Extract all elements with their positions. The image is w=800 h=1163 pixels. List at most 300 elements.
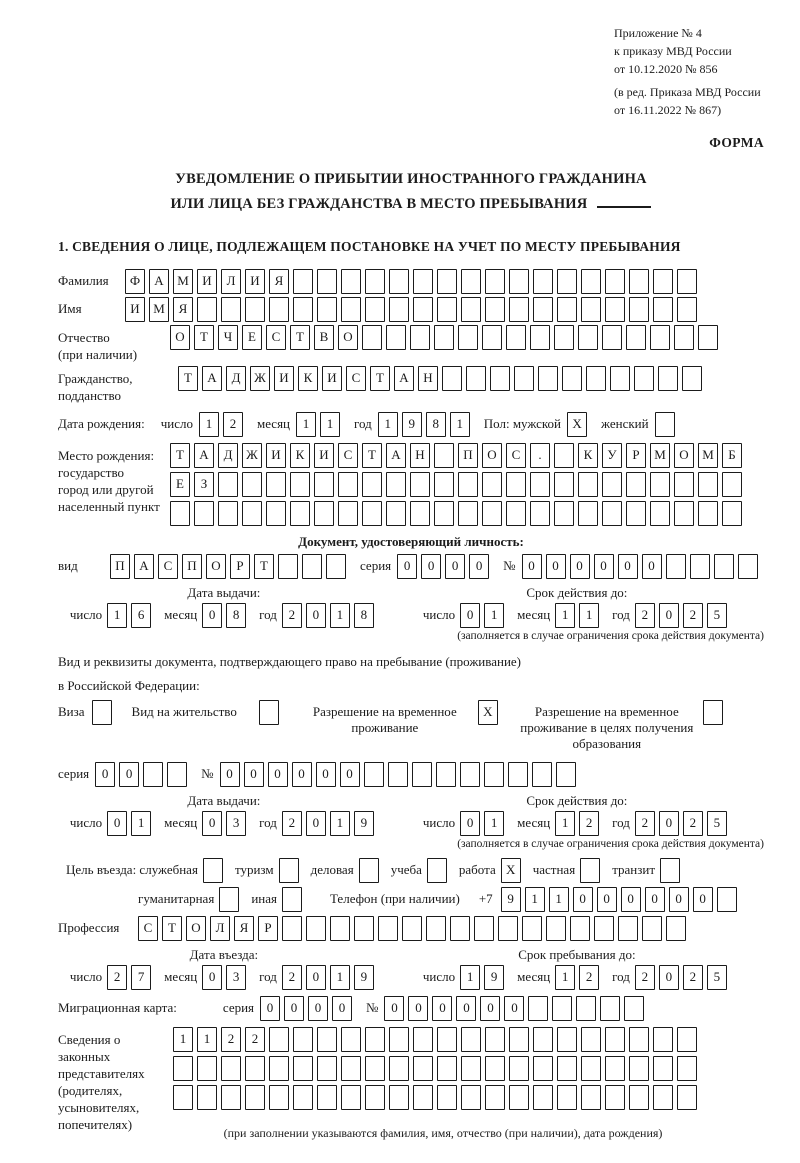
patronymic-label-line1: Отчество xyxy=(58,329,110,345)
given-name-cells xyxy=(125,297,701,322)
form-cell xyxy=(682,366,702,391)
form-cell: 9 xyxy=(484,965,504,990)
form-cell xyxy=(386,325,406,350)
form-cell xyxy=(266,501,286,526)
form-cell: О xyxy=(186,916,206,941)
form-cell: Т xyxy=(194,325,214,350)
surname-row xyxy=(58,269,764,294)
purpose-study-checkbox xyxy=(427,858,451,883)
form-cell xyxy=(650,325,670,350)
form-cell xyxy=(317,1056,337,1081)
form-cell xyxy=(554,443,574,468)
month-label: месяц xyxy=(164,606,198,622)
form-cell xyxy=(557,1056,577,1081)
form-cell xyxy=(538,366,558,391)
visa-label: Виза xyxy=(58,703,85,719)
representatives-cells-row1 xyxy=(173,1027,713,1052)
form-cell xyxy=(461,269,481,294)
form-cell: С xyxy=(138,916,158,941)
form-cell: 7 xyxy=(131,965,151,990)
purpose-other-label: иная xyxy=(251,890,277,906)
residence-validity-note: (заполняется в случае ограничения срока действия документа) xyxy=(457,837,764,850)
form-cell xyxy=(677,297,697,322)
form-cell: 1 xyxy=(460,965,480,990)
form-cell xyxy=(581,1056,601,1081)
form-cell xyxy=(581,297,601,322)
given-name-label: Имя xyxy=(58,300,82,316)
form-cell xyxy=(143,762,163,787)
citizenship-label-line2: подданство xyxy=(58,387,122,403)
form-cell xyxy=(341,1027,361,1052)
doc-series-cells xyxy=(397,554,493,579)
form-cell: С xyxy=(506,443,526,468)
form-cell xyxy=(485,1027,505,1052)
sex-male-checkbox xyxy=(567,412,591,437)
form-cell xyxy=(533,1085,553,1110)
representatives-cells xyxy=(173,1027,713,1141)
identity-doc-heading: Документ, удостоверяющий личность: xyxy=(298,533,524,549)
appendix-line3: от 10.12.2020 № 856 xyxy=(614,62,718,76)
form-cell xyxy=(450,916,470,941)
form-cell xyxy=(293,1085,313,1110)
form-cell xyxy=(557,297,577,322)
form-cell: 0 xyxy=(669,887,689,912)
form-cell xyxy=(532,762,552,787)
form-cell xyxy=(629,1056,649,1081)
entry-date-group xyxy=(58,947,390,990)
birth-date-label: Дата рождения: xyxy=(58,415,145,431)
form-cell xyxy=(602,501,622,526)
birth-place-cells-row1 xyxy=(170,443,746,468)
form-cell: 1 xyxy=(555,811,575,836)
month-label: месяц xyxy=(164,814,198,830)
form-cell xyxy=(653,297,673,322)
entry-date-title: Дата въезда: xyxy=(189,946,259,962)
form-cell: 8 xyxy=(426,412,446,437)
form-cell: О xyxy=(674,443,694,468)
form-cell: 2 xyxy=(579,811,599,836)
temp-residence-edu-checkbox xyxy=(703,700,727,725)
form-cell: 2 xyxy=(282,965,302,990)
form-cell: 0 xyxy=(546,554,566,579)
purpose-transit-checkbox xyxy=(660,858,684,883)
form-cell xyxy=(509,1056,529,1081)
residence-doc-intro xyxy=(58,650,764,698)
form-cell xyxy=(653,1027,673,1052)
form-cell: 0 xyxy=(659,965,679,990)
form-cell xyxy=(259,700,279,725)
appendix-line2: к приказу МВД России xyxy=(614,44,732,58)
representatives-label-line5: усыновителях, xyxy=(58,1099,140,1115)
stay-year-cells xyxy=(635,965,731,990)
form-cell xyxy=(221,1085,241,1110)
form-cell: 2 xyxy=(223,412,243,437)
temp-residence-edu-option xyxy=(518,700,727,752)
form-cell xyxy=(389,269,409,294)
revision-line2: от 16.11.2022 № 867) xyxy=(614,103,722,117)
day-label: число xyxy=(422,814,456,830)
form-cell xyxy=(629,1027,649,1052)
form-cell: 0 xyxy=(202,965,222,990)
form-cell xyxy=(362,472,382,497)
form-cell xyxy=(386,501,406,526)
form-cell xyxy=(282,916,302,941)
form-cell xyxy=(690,554,710,579)
form-cell xyxy=(570,916,590,941)
form-cell xyxy=(677,1027,697,1052)
residence-series-row xyxy=(58,762,764,787)
form-cell xyxy=(509,1085,529,1110)
residence-doc-options xyxy=(58,700,764,752)
form-cell xyxy=(600,996,620,1021)
form-cell xyxy=(509,1027,529,1052)
title-underline xyxy=(597,206,651,208)
purpose-humanitarian-label: гуманитарная xyxy=(138,890,215,906)
form-cell: С xyxy=(266,325,286,350)
form-cell xyxy=(666,554,686,579)
temp-residence-label: Разрешение на временное проживание xyxy=(312,703,457,735)
residence-issue-year-cells xyxy=(282,811,378,836)
form-cell xyxy=(365,1056,385,1081)
form-cell: Ж xyxy=(250,366,270,391)
entry-month-cells xyxy=(202,965,250,990)
form-cell xyxy=(624,996,644,1021)
form-cell xyxy=(402,916,422,941)
form-cell: 5 xyxy=(707,603,727,628)
form-cell xyxy=(197,297,217,322)
form-cell xyxy=(605,1056,625,1081)
form-cell: 0 xyxy=(308,996,328,1021)
form-cell xyxy=(658,366,678,391)
form-cell xyxy=(653,1056,673,1081)
form-cell: 9 xyxy=(354,965,374,990)
form-cell: 0 xyxy=(119,762,139,787)
form-cell: 0 xyxy=(659,603,679,628)
form-cell: Е xyxy=(242,325,262,350)
form-cell xyxy=(389,1056,409,1081)
form-cell xyxy=(554,325,574,350)
purpose-row2 xyxy=(130,887,764,912)
birth-day-cells xyxy=(199,412,247,437)
form-cell xyxy=(293,269,313,294)
year-label: год xyxy=(259,968,277,984)
form-cell xyxy=(498,916,518,941)
purpose-private-checkbox xyxy=(580,858,604,883)
form-cell xyxy=(722,472,742,497)
form-cell xyxy=(203,858,223,883)
form-cell: К xyxy=(290,443,310,468)
purpose-official-checkbox xyxy=(203,858,227,883)
form-cell xyxy=(650,501,670,526)
temp-residence-edu-label: Разрешение на временное проживание в целях получения образования xyxy=(520,703,694,751)
form-cell xyxy=(326,554,346,579)
form-cell xyxy=(485,269,505,294)
form-cell xyxy=(557,1027,577,1052)
form-cell xyxy=(197,1085,217,1110)
purpose-tourism-checkbox xyxy=(279,858,303,883)
form-cell: 2 xyxy=(683,811,703,836)
birth-place-label xyxy=(58,443,170,515)
form-cell xyxy=(629,297,649,322)
form-cell xyxy=(508,762,528,787)
day-label: число xyxy=(69,606,103,622)
form-cell xyxy=(533,1056,553,1081)
form-cell: Д xyxy=(218,443,238,468)
form-cell xyxy=(714,554,734,579)
form-cell: 0 xyxy=(618,554,638,579)
form-cell: А xyxy=(149,269,169,294)
form-cell: А xyxy=(386,443,406,468)
form-cell: 2 xyxy=(245,1027,265,1052)
form-label: ФОРМА xyxy=(709,135,764,150)
form-cell xyxy=(482,501,502,526)
representatives-note: (при заполнении указываются фамилия, имя, отчество (при наличии), дата рождения) xyxy=(223,1125,663,1140)
stay-until-title: Срок пребывания до: xyxy=(518,946,636,962)
form-cell: 0 xyxy=(107,811,127,836)
residence-expiry-day-cells xyxy=(460,811,508,836)
form-cell: М xyxy=(173,269,193,294)
form-cell xyxy=(426,916,446,941)
form-cell: Т xyxy=(290,325,310,350)
identity-issue-day-cells xyxy=(107,603,155,628)
residence-issue-month-cells xyxy=(202,811,250,836)
form-cell: 0 xyxy=(202,603,222,628)
form-cell: Л xyxy=(221,269,241,294)
form-cell xyxy=(282,887,302,912)
birth-place-cells xyxy=(170,443,746,526)
appendix-line1: Приложение № 4 xyxy=(614,26,702,40)
form-cell: М xyxy=(650,443,670,468)
birth-place-label-line4: населенный пункт xyxy=(58,498,160,514)
phone-cells xyxy=(501,887,741,912)
form-cell: 0 xyxy=(340,762,360,787)
form-cell: 2 xyxy=(282,811,302,836)
representatives-label-line1: Сведения о xyxy=(58,1031,121,1047)
form-cell: 1 xyxy=(197,1027,217,1052)
form-cell: . xyxy=(530,443,550,468)
patronymic-label-line2: (при наличии) xyxy=(58,346,138,362)
form-cell: 3 xyxy=(226,811,246,836)
form-cell xyxy=(365,269,385,294)
form-cell xyxy=(626,501,646,526)
residence-permit-label: Вид на жительство xyxy=(131,703,237,719)
purpose-work-checkbox xyxy=(501,858,525,883)
form-cell xyxy=(341,1085,361,1110)
form-cell: 0 xyxy=(95,762,115,787)
purpose-business-checkbox xyxy=(359,858,383,883)
form-cell: 0 xyxy=(456,996,476,1021)
form-cell: 2 xyxy=(683,965,703,990)
form-cell: 0 xyxy=(621,887,641,912)
residence-expiry-year-cells xyxy=(635,811,731,836)
form-cell xyxy=(556,762,576,787)
form-cell xyxy=(413,1056,433,1081)
form-cell xyxy=(484,762,504,787)
form-cell xyxy=(581,1085,601,1110)
form-cell xyxy=(221,1056,241,1081)
form-cell: 0 xyxy=(292,762,312,787)
form-cell: 0 xyxy=(306,603,326,628)
form-cell xyxy=(269,1085,289,1110)
identity-issue-year-cells xyxy=(282,603,378,628)
residence-expiry-title: Срок действия до: xyxy=(526,792,628,808)
form-cell xyxy=(197,1056,217,1081)
form-cell xyxy=(245,297,265,322)
form-cell xyxy=(509,297,529,322)
form-cell xyxy=(653,269,673,294)
form-cell xyxy=(434,325,454,350)
identity-expiry-title: Срок действия до: xyxy=(526,584,628,600)
form-cell xyxy=(722,501,742,526)
form-cell xyxy=(362,325,382,350)
form-cell: 0 xyxy=(645,887,665,912)
form-cell xyxy=(290,501,310,526)
form-cell: И xyxy=(274,366,294,391)
form-title-line2: ИЛИ ЛИЦА БЕЗ ГРАЖДАНСТВА В МЕСТО ПРЕБЫВАНИЯ xyxy=(170,195,588,212)
form-cell: 0 xyxy=(384,996,404,1021)
form-cell xyxy=(314,472,334,497)
form-cell xyxy=(173,1085,193,1110)
purpose-private-label: частная xyxy=(532,861,576,877)
purpose-transit-label: транзит xyxy=(612,861,656,877)
form-cell: Е xyxy=(170,472,190,497)
form-cell xyxy=(578,472,598,497)
form-cell: К xyxy=(298,366,318,391)
form-cell xyxy=(528,996,548,1021)
form-cell: Н xyxy=(418,366,438,391)
patronymic-row xyxy=(58,325,764,363)
form-cell xyxy=(666,916,686,941)
form-cell: 0 xyxy=(397,554,417,579)
form-cell xyxy=(580,858,600,883)
form-cell: 2 xyxy=(221,1027,241,1052)
form-cell: 5 xyxy=(707,965,727,990)
purpose-other-checkbox xyxy=(282,887,306,912)
identity-expiry-month-cells xyxy=(555,603,603,628)
form-cell: П xyxy=(458,443,478,468)
form-cell xyxy=(578,325,598,350)
form-cell: X xyxy=(501,858,521,883)
identity-issue-group xyxy=(58,585,390,628)
form-cell: Д xyxy=(226,366,246,391)
form-cell xyxy=(338,501,358,526)
form-cell xyxy=(293,297,313,322)
day-label: число xyxy=(69,814,103,830)
form-cell xyxy=(698,472,718,497)
citizenship-label xyxy=(58,366,178,404)
form-title-line1: УВЕДОМЛЕНИЕ О ПРИБЫТИИ ИНОСТРАННОГО ГРАЖДАНИНА xyxy=(175,171,647,188)
form-cell: 0 xyxy=(306,965,326,990)
form-cell: 0 xyxy=(469,554,489,579)
form-cell xyxy=(269,1056,289,1081)
form-cell: И xyxy=(314,443,334,468)
phone-prefix: +7 xyxy=(478,890,493,906)
form-cell: 0 xyxy=(597,887,617,912)
form-cell xyxy=(410,325,430,350)
form-cell xyxy=(389,297,409,322)
form-cell xyxy=(533,297,553,322)
form-cell: 0 xyxy=(284,996,304,1021)
form-cell xyxy=(461,1027,481,1052)
month-label: месяц xyxy=(517,606,551,622)
form-cell: 2 xyxy=(635,603,655,628)
representatives-label-line4: (родителях, xyxy=(58,1082,123,1098)
form-cell: 0 xyxy=(522,554,542,579)
form-cell: П xyxy=(110,554,130,579)
revision-line1: (в ред. Приказа МВД России xyxy=(614,85,761,99)
form-cell: Ч xyxy=(218,325,238,350)
representatives-label xyxy=(58,1027,173,1133)
form-cell: 2 xyxy=(683,603,703,628)
representatives-label-line2: законных xyxy=(58,1048,111,1064)
migration-card-label: Миграционная карта: xyxy=(58,999,177,1015)
form-cell: А xyxy=(394,366,414,391)
residence-permit-option xyxy=(132,700,283,725)
form-cell: У xyxy=(602,443,622,468)
stay-month-cells xyxy=(555,965,603,990)
sex-male-label: Пол: мужской xyxy=(483,415,562,431)
form-cell xyxy=(269,297,289,322)
form-cell xyxy=(365,297,385,322)
given-name-row xyxy=(58,297,764,322)
form-cell xyxy=(302,554,322,579)
form-cell: С xyxy=(338,443,358,468)
form-cell: 0 xyxy=(642,554,662,579)
form-cell: Н xyxy=(410,443,430,468)
form-cell xyxy=(245,1085,265,1110)
form-cell: Я xyxy=(234,916,254,941)
form-cell xyxy=(460,762,480,787)
form-cell xyxy=(634,366,654,391)
form-cell: 1 xyxy=(378,412,398,437)
form-cell xyxy=(506,501,526,526)
form-cell xyxy=(290,472,310,497)
doc-type-cells xyxy=(110,554,350,579)
residence-permit-checkbox xyxy=(259,700,283,725)
form-cell xyxy=(605,1027,625,1052)
doc-number-cells xyxy=(522,554,762,579)
form-cell xyxy=(629,1085,649,1110)
form-cell: 1 xyxy=(131,811,151,836)
form-cell xyxy=(269,1027,289,1052)
form-cell: И xyxy=(197,269,217,294)
form-cell xyxy=(388,762,408,787)
form-cell xyxy=(530,501,550,526)
form-cell xyxy=(437,1056,457,1081)
form-cell: 0 xyxy=(573,887,593,912)
form-cell: Т xyxy=(178,366,198,391)
form-cell xyxy=(442,366,462,391)
form-cell xyxy=(434,501,454,526)
form-cell: 3 xyxy=(226,965,246,990)
visa-checkbox xyxy=(92,700,116,725)
form-cell: 9 xyxy=(402,412,422,437)
form-cell: 0 xyxy=(268,762,288,787)
form-cell xyxy=(554,472,574,497)
form-cell xyxy=(427,858,447,883)
representatives-row xyxy=(58,1027,764,1141)
form-cell: 0 xyxy=(316,762,336,787)
form-cell: Т xyxy=(362,443,382,468)
birth-year-label: год xyxy=(354,415,372,431)
form-cell xyxy=(317,269,337,294)
residence-issue-title: Дата выдачи: xyxy=(187,792,261,808)
form-cell xyxy=(362,501,382,526)
birth-place-cells-row3 xyxy=(170,501,746,526)
purpose-business-label: деловая xyxy=(310,861,354,877)
birth-place-label-line3: город или другой xyxy=(58,481,154,497)
form-cell: З xyxy=(194,472,214,497)
